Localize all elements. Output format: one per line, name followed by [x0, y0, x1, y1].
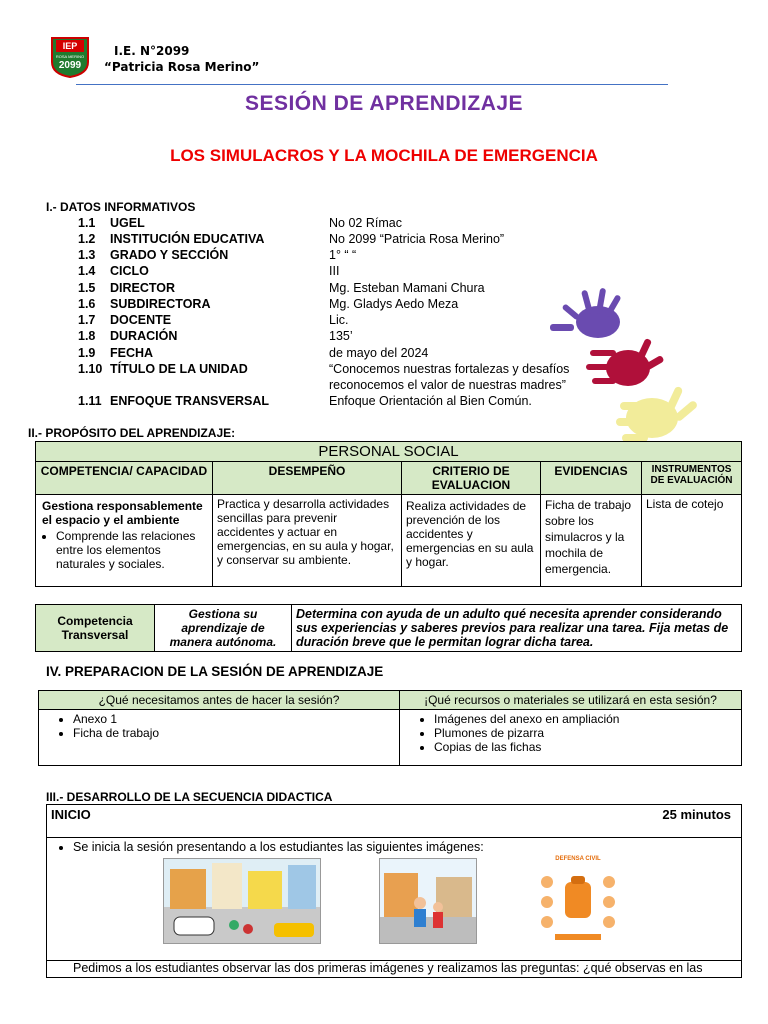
desarrollo-table [46, 804, 742, 978]
school-logo [48, 34, 92, 78]
competencia-text: Gestiona responsablemente el espacio y el ambiente [42, 499, 203, 527]
list-item: • Anexo 1 [73, 712, 395, 726]
street-scene-image [163, 858, 321, 944]
area-title: PERSONAL SOCIAL [36, 442, 742, 462]
recursos-cell [400, 710, 742, 766]
col-header: COMPETENCIA/ CAPACIDAD [36, 462, 213, 495]
info-row: reconocemos el valor de nuestras madres” [329, 378, 566, 392]
desarrollo-heading: III.- DESARROLLO DE LA SECUENCIA DIDACTICA [46, 790, 333, 804]
inicio-row [47, 805, 742, 838]
list-item: • Pedimos a los estudiantes observar las dos primeras imágenes y realizamos las preguntas: ¿qué observas en las [73, 961, 737, 975]
preparacion-heading: IV. PREPARACION DE LA SESIÓN DE APRENDIZAJE [46, 664, 384, 679]
item2-row [47, 961, 742, 978]
proposito-heading: II.- PROPÓSITO DEL APRENDIZAJE: [28, 426, 236, 440]
preparacion-col2: ¡Qué recursos o materiales se utilizará en esta sesión? [400, 691, 742, 710]
poster-title: DEFENSA CIVIL [555, 856, 601, 862]
info-row: 1.5 DIRECTOR Mg. Esteban Mamani Chura [78, 281, 485, 295]
info-row: 1.11 ENFOQUE TRANSVERSAL Enfoque Orientación al Bien Común. [78, 394, 532, 408]
evidencias-cell: Ficha de trabajo sobre los simulacros y la mochila de emergencia. [541, 495, 642, 587]
list-item: • Ficha de trabajo [73, 726, 395, 740]
col-header: INSTRUMENTOS DE EVALUACIÓN [642, 462, 742, 495]
inicio-time: 25 minutos [662, 807, 731, 822]
list-item: • Imágenes del anexo en ampliación [434, 712, 737, 726]
instrumentos-cell: Lista de cotejo [642, 495, 742, 587]
info-row: 1.1 UGEL No 02 Rímac [78, 216, 402, 230]
logo-mid-text: ROSA MERINO [55, 54, 85, 59]
competencia-cell [36, 495, 213, 587]
info-row: 1.8 DURACIÓN 135’ [78, 329, 353, 343]
school-name: “Patricia Rosa Merino” [104, 60, 260, 74]
transversal-table [35, 604, 742, 652]
transversal-label: Competencia Transversal [36, 605, 155, 652]
evacuation-image [379, 858, 477, 944]
purple-hand-icon [550, 288, 622, 338]
page-title: SESIÓN DE APRENDIZAJE [244, 92, 524, 115]
proposito-table [35, 441, 742, 587]
info-row: 1.9 FECHA de mayo del 2024 [78, 346, 429, 360]
info-row: 1.7 DOCENTE Lic. [78, 313, 349, 327]
info-row: 1.2 INSTITUCIÓN EDUCATIVA No 2099 “Patricia Rosa Merino” [78, 232, 505, 246]
col-header: DESEMPEÑO [213, 462, 402, 495]
emergency-backpack-poster [535, 856, 621, 948]
list-item: • Se inicia la sesión presentando a los estudiantes las siguientes imágenes: [73, 840, 737, 854]
inicio-content [47, 838, 742, 961]
necesidades-cell [39, 710, 400, 766]
datos-heading: I.- DATOS INFORMATIVOS [46, 200, 196, 214]
capacidad-item: • Comprende las relaciones entre los elementos naturales y sociales. [56, 529, 208, 571]
col-header: CRITERIO DE EVALUACION [402, 462, 541, 495]
transversal-competencia: Gestiona su aprendizaje de manera autónoma. [155, 605, 292, 652]
school-number: I.E. N°2099 [114, 44, 190, 58]
desempeno-cell: Practica y desarrolla actividades sencillas para prevenir accidentes y actuar en emergencias, en su aula y hogar, y conservar su ambiente. [213, 495, 402, 587]
info-row: 1.10 TÍTULO DE LA UNIDAD “Conocemos nuestras fortalezas y desafíos [78, 362, 570, 376]
header-divider [76, 84, 668, 85]
info-row: 1.3 GRADO Y SECCIÓN 1° “ “ [78, 248, 357, 262]
inicio-label: INICIO [51, 807, 91, 822]
preparacion-col1: ¿Qué necesitamos antes de hacer la sesión? [39, 691, 400, 710]
list-item: • Copias de las fichas [434, 740, 737, 754]
transversal-descripcion: Determina con ayuda de un adulto qué necesita aprender considerando sus experiencias y saberes previos para realizar una tarea. Fija metas de duración breve que le permitan lograr dicha tarea. [292, 605, 742, 652]
criterio-cell: Realiza actividades de prevención de los accidentes y emergencias en su aula y hogar. [402, 495, 541, 587]
logo-iep-text: IEP [62, 41, 78, 51]
yellow-hand-icon [616, 386, 699, 442]
logo-number-text: 2099 [58, 60, 82, 71]
list-item: • Plumones de pizarra [434, 726, 737, 740]
session-subtitle: LOS SIMULACROS Y LA MOCHILA DE EMERGENCIA [170, 146, 598, 165]
col-header: EVIDENCIAS [541, 462, 642, 495]
preparacion-table [38, 690, 742, 766]
info-row: 1.4 CICLO III [78, 264, 340, 278]
red-hand-icon [586, 338, 665, 386]
info-row: 1.6 SUBDIRECTORA Mg. Gladys Aedo Meza [78, 297, 459, 311]
